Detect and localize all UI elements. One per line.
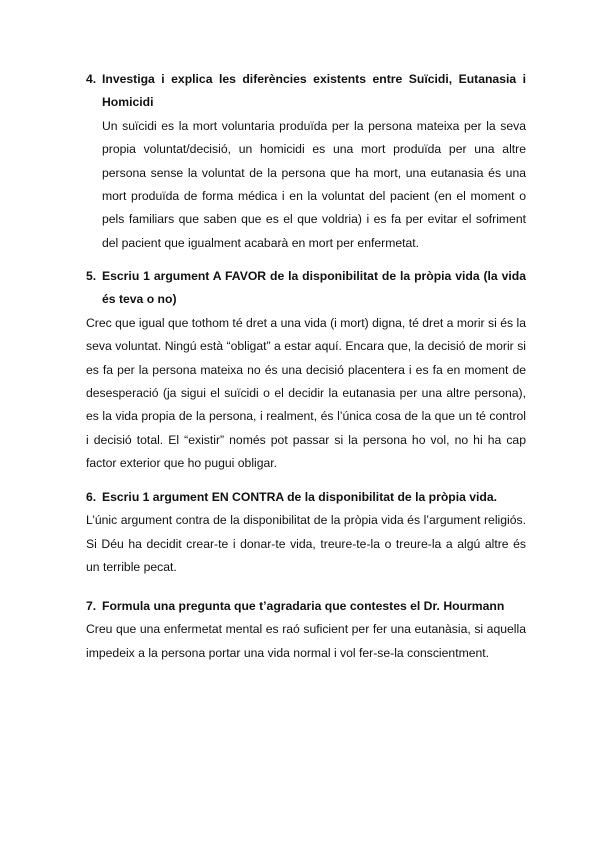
question-6 bbox=[86, 486, 526, 580]
question-4-number: 4. bbox=[86, 72, 97, 86]
question-7-title: Formula una pregunta que t’agradaria que contestes el Dr. Hourmann bbox=[102, 599, 505, 613]
question-5 bbox=[86, 265, 526, 476]
question-4-title: Investiga i explica les diferències existents entre Suïcidi, Eutanasia i Homicidi bbox=[102, 72, 526, 110]
question-4-heading bbox=[86, 68, 526, 115]
question-6-answer: L’únic argument contra de la disponibilitat de la pròpia vida és l’argument religiós. Si Déu ha decidit crear-te i donar-te vida, treure-te-la o treure-la a algú altre és un terrible pecat. bbox=[86, 513, 526, 575]
question-6-title: Escriu 1 argument EN CONTRA de la disponibilitat de la pròpia vida. bbox=[102, 490, 498, 504]
question-6-number: 6. bbox=[86, 490, 97, 504]
question-5-heading bbox=[86, 265, 526, 312]
question-5-number: 5. bbox=[86, 269, 97, 283]
question-7 bbox=[86, 595, 526, 665]
question-5-answer: Crec que igual que tothom té dret a una vida (i mort) digna, té dret a morir si és la seva voluntat. Ningú està “obligat” a estar aquí. Encara que, la decisió de morir si es fa per la persona mateixa no és una decisió placentera i es fa en moment de desesperació (ja sigui el suïcidi o el decidir la eutanasia per una altre persona), es la vida propia de la persona, i realment, és l’única cosa de la que un té control i decisió total. El “existir” només pot passar si la persona ho vol, no hi ha cap factor exterior que ho pugui obligar. bbox=[86, 315, 526, 471]
question-5-title: Escriu 1 argument A FAVOR de la disponibilitat de la pròpia vida (la vida és teva o no) bbox=[102, 269, 526, 307]
question-6-heading bbox=[86, 486, 526, 509]
question-4 bbox=[86, 68, 526, 255]
question-7-answer: Creu que una enfermetat mental es raó suficient per fer una eutanàsia, si aquella impedeix a la persona portar una vida normal i vol fer-se-la conscientment. bbox=[86, 622, 526, 660]
question-7-heading bbox=[86, 595, 526, 618]
question-4-answer: Un suïcidi es la mort voluntaria produïda per la persona mateixa per la seva propia voluntat/decisió, un homicidi es una mort produïda per una altre persona sense la voluntat de la persona que ha mort, una eutanasia és una mort produïda de forma médica i en la voluntat del pacient (en el moment o pels familiars que saben que es el que voldria) i es fa per evitar el sofriment del pacient que igualment acabarà en mort per enfermetat. bbox=[102, 118, 526, 250]
question-7-number: 7. bbox=[86, 599, 97, 613]
